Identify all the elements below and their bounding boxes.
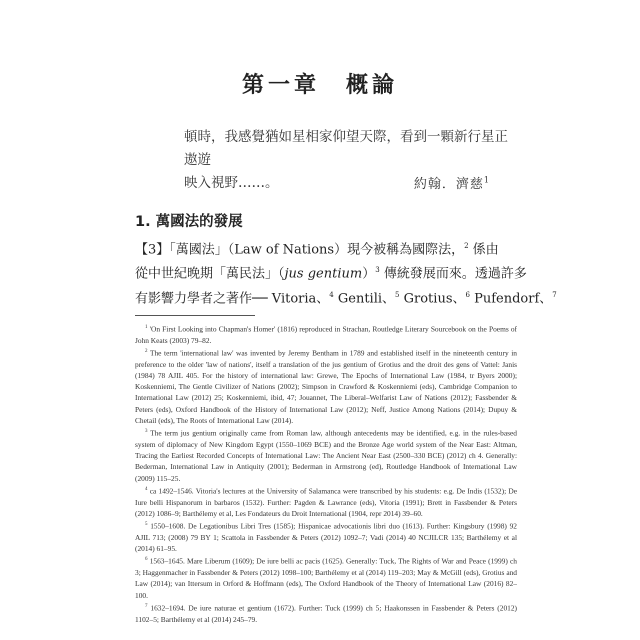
attribution-name: 約翰．濟慈 bbox=[413, 177, 484, 192]
footnote-marker[interactable]: 3 bbox=[375, 266, 380, 275]
footnote: $^1$ 'On First Looking into Chapman's Homer' (1816) reproduced in Strachan, Routledge Literary Sourcebook on the Poems of John Keats (2003) 79–82. bbox=[135, 324, 517, 345]
footnotes bbox=[135, 322, 517, 625]
epigraph-line-1: 頓時，我感覺猶如星相家仰望天際，看到一顆新行星正遨遊 bbox=[184, 129, 508, 168]
footnote-marker[interactable]: 5 bbox=[395, 290, 400, 299]
footnote-divider bbox=[135, 315, 255, 316]
footnote: $^6$ 1563–1645. Mare Liberum (1609); De iure belli ac pacis (1625). Generally: Tuck, The Rights of War and Peace (1999) ch 3; Haggenmacher in Fassbender & Peters (2012) 1098–100; Barthélemy et al (2014) 119–203; May & McGill (eds), Grotius and Law (2014); van Ittersum in Orford & Hoffmann (eds), The Oxford Handbook of the Theory of International Law (2016) 82–100. bbox=[135, 556, 517, 600]
epigraph-line-2: 映入視野……。 bbox=[184, 175, 279, 191]
footnote-marker[interactable]: 6 bbox=[465, 290, 470, 299]
epigraph-attribution bbox=[414, 173, 490, 192]
body-paragraph bbox=[135, 236, 557, 309]
section-heading: 1. 萬國法的發展 bbox=[135, 214, 243, 230]
footnote-marker[interactable]: 1 bbox=[483, 175, 490, 185]
footnote: $^7$ 1632–1694. De iure naturae et gentium (1672). Further: Tuck (1999) ch 5; Haakonssen in Fassbender & Peters (2012) 1102–5; Barthélemy et al (2014) 245–79. bbox=[135, 603, 517, 624]
footnote: $^3$ The term jus gentium originally came from Roman law, although antecedents may be identified, e.g. in the rules-based system of diplomacy of New Kingdom Egypt (1550–1069 BCE) and the Bronze Age world system of the Near East: Altman, Tracing the Earliest Recorded Concepts of International Law: The Ancient Near East (2500–330 BCE) (2012) ch 4. Generally: Bederman, International Law in Antiquity (2001); Bederman in Armstrong (ed), Routledge Handbook of International Law (2009) 115–25. bbox=[135, 428, 517, 483]
footnote: $^5$ 1550–1608. De Legationibus Libri Tres (1585); Hispanicae advocationis libri duo (1613). Further: Kingsbury (1998) 92 AJIL 713; (2008) 79 BY 1; Scattola in Fassbender & Peters (2012) 1092–7; Vadi (2014) 40 NCJILCR 135; Barthélemy et al (2014) 61–95. bbox=[135, 521, 517, 554]
body-line-2: 從中世紀晚期「萬民法」（jus gentium）$^3$ 傳統發展而來。透過許多 bbox=[135, 266, 527, 282]
footnote-marker[interactable]: 7 bbox=[552, 290, 557, 299]
chapter-title: 第一章 概論 bbox=[241, 72, 398, 98]
footnote-marker[interactable]: 4 bbox=[329, 290, 334, 299]
body-line-1: 【3】「萬國法」（Law of Nations）現今被稱為國際法，$^2$ 係由 bbox=[135, 242, 499, 258]
footnote: $^4$ ca 1492–1546. Vitoria's lectures at the University of Salamanca were transcribed by his students: e.g. De Indis (1532); De Iure belli Hispanorum in barbaros (1532). Further: Pagden & Lawrance (eds), Vitoria (1991); Brett in Fassbender & Peters (2012) 1086–9; Barthélemy et al, Les Fondateurs du Droit International (1904, repr 2014) 39–60. bbox=[135, 486, 517, 518]
body-line-3: 有影響力學者之著作── Vitoria、$^4$ Gentili、$^5$ Grotius、$^6$ Pufendorf、$^7$ bbox=[135, 290, 557, 306]
footnote-marker[interactable]: 2 bbox=[464, 242, 469, 250]
footnote: $^2$ The term 'international law' was invented by Jeremy Bentham in 1789 and established itself in the nineteenth century in preference to the older 'law of nations', itself a translation of the jus gentium of Grotius and the droit des gens of Vattel: Janis (1984) 78 AJIL 405. For the history of international law: Grewe, The Epochs of International Law (1984, tr Byers 2000); Koskenniemi, The Gentle Civilizer of Nations (2002); Simpson in Crawford & Koskenniemi (eds), Cambridge Companion to International Law (2012) 25; Koskenniemi, ibid, 47; Jouannet, The Liberal–Welfarist Law of Nations (2012); Fassbender & Peters (eds), Oxford Handbook of the History of International Law (2012); Neff, Justice Among Nations (2014); Dupuy & Chetail (eds), The Roots of International Law (2014). bbox=[135, 348, 518, 425]
